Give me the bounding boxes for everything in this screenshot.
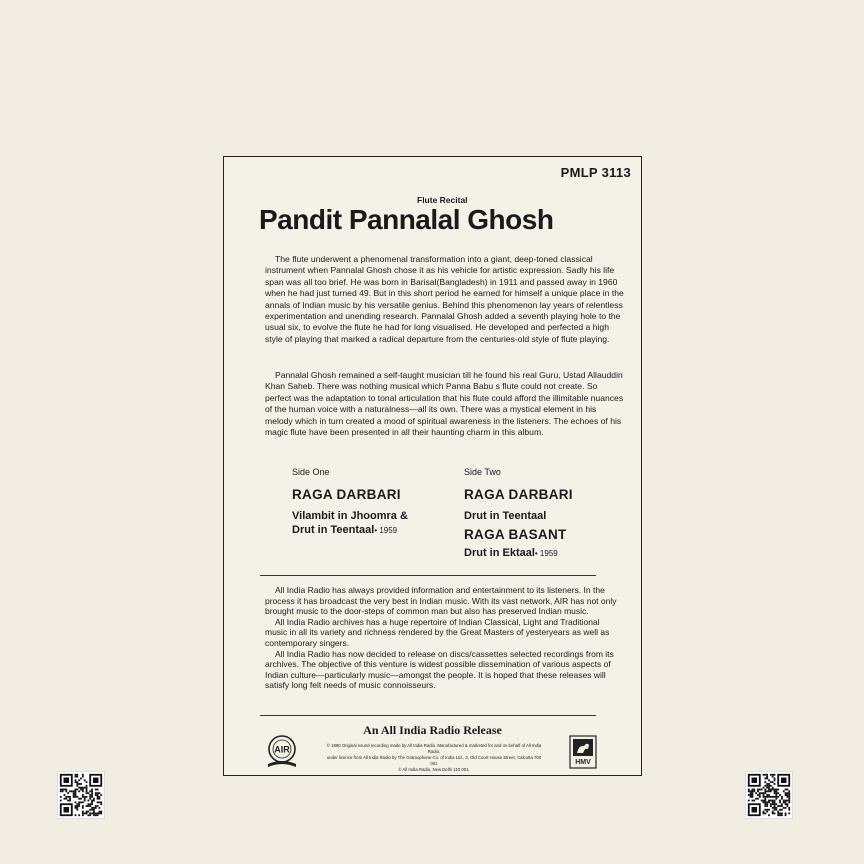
qr-code-left <box>57 771 105 819</box>
air-description <box>265 585 620 691</box>
qr-code-right <box>745 771 793 819</box>
side-two-raga-2: RAGA BASANT <box>464 527 567 542</box>
credits-line: © 1990 Original sound recording made by All India Radio. Manufactured & marketed for and on behalf of All India Radio, <box>326 743 542 754</box>
divider-bottom <box>260 715 596 716</box>
side-two-tala-2-text: Drut in Ektaal <box>464 547 535 559</box>
air-logo-text: AIR <box>274 744 290 755</box>
credits-line: © All India Radio, New Delhi 110 001. <box>398 767 470 772</box>
bio-paragraph: The flute underwent a phenomenal transformation into a giant, deep-toned classical instrument when Pannalal Ghosh chose it as his vehicle for artistic expression. Sadly his life span was all too brief. He was born in Barisal(Bangladesh) in 1911 and passed away in 1960 when he had just turned 49. But in this short period he earned for himself a unique place in the annals of Indian music by his versatile genius. Behind this phenomenon lay years of relentless experimentation and unending research. Pannalal Ghosh added a seventh playing hole to the usual six, to evolve the flute he had for long visualised. He developed and perfected a high style of playing that marked a radical departure from the centuries-old style of flute playing. <box>265 254 624 344</box>
credits-line: under licence from All India Radio by The Gramophone Co. of India Ltd., 3, Old Court House Street, Calcutta 700 001 <box>326 755 542 766</box>
credits <box>324 743 544 773</box>
air-paragraph: All India Radio archives has a huge repertoire of Indian Classical, Light and Traditional music in all its variety and richness rendered by the Great Masters of yesteryears as well as contemporary singers. <box>265 616 610 648</box>
catalog-number: PMLP 3113 <box>560 165 631 180</box>
air-paragraph: All India Radio has now decided to release on discs/cassettes selected recordings from its archives. The objective of this venture is widest possible dissemination of various aspects of Indian culture—particularly music—amongst the people. It is hoped that these releases will satisfy long felt needs of music connoisseurs. <box>265 648 614 691</box>
artist-title: Pandit Pannalal Ghosh <box>259 204 554 235</box>
side-two-label: Side Two <box>464 467 501 477</box>
side-one-label: Side One <box>292 467 330 477</box>
hmv-logo <box>569 735 597 769</box>
side-two-tala-2 <box>464 546 558 561</box>
subtitle: Flute Recital <box>417 195 468 205</box>
air-paragraph: All India Radio has always provided information and entertainment to its listeners. In the process it has broadcast the very best in Indian music. With its vast network, AIR has not only brought music to the door-steps of common man but also has preserved Indian music. <box>265 585 617 617</box>
all-india-radio-logo <box>264 733 300 769</box>
album-back-cover <box>223 156 642 776</box>
divider-top <box>260 575 596 576</box>
side-one-tala-line1: Vilambit in Jhoomra & <box>292 510 408 522</box>
side-two-raga-1: RAGA DARBARI <box>464 487 573 502</box>
side-one-tala-line2: Drut in Teentaal <box>292 524 375 536</box>
release-line: An All India Radio Release <box>363 723 502 737</box>
side-one-raga: RAGA DARBARI <box>292 487 401 502</box>
bio-paragraph: Pannalal Ghosh remained a self-taught musician till he found his real Guru, Ustad Allauddin Khan Saheb. There was nothing musical which Panna Babu s flute could not create. So perfect was the adaptation to tonal articulation that his flute could afford the illimitable nuances of the human voice with a naturalness—all its own. There was a mystical element in his melody which in turn created a mood of spiritual awareness in the listeners. The echoes of his magic flute have been presented in all their haunting charm in this album. <box>265 370 624 438</box>
side-two-tala-1: Drut in Teentaal <box>464 510 547 522</box>
side-one-year: • 1959 <box>374 526 398 535</box>
side-one-tala <box>292 509 408 538</box>
hmv-logo-text: HMV <box>575 759 591 766</box>
side-two-year: • 1959 <box>534 549 558 558</box>
